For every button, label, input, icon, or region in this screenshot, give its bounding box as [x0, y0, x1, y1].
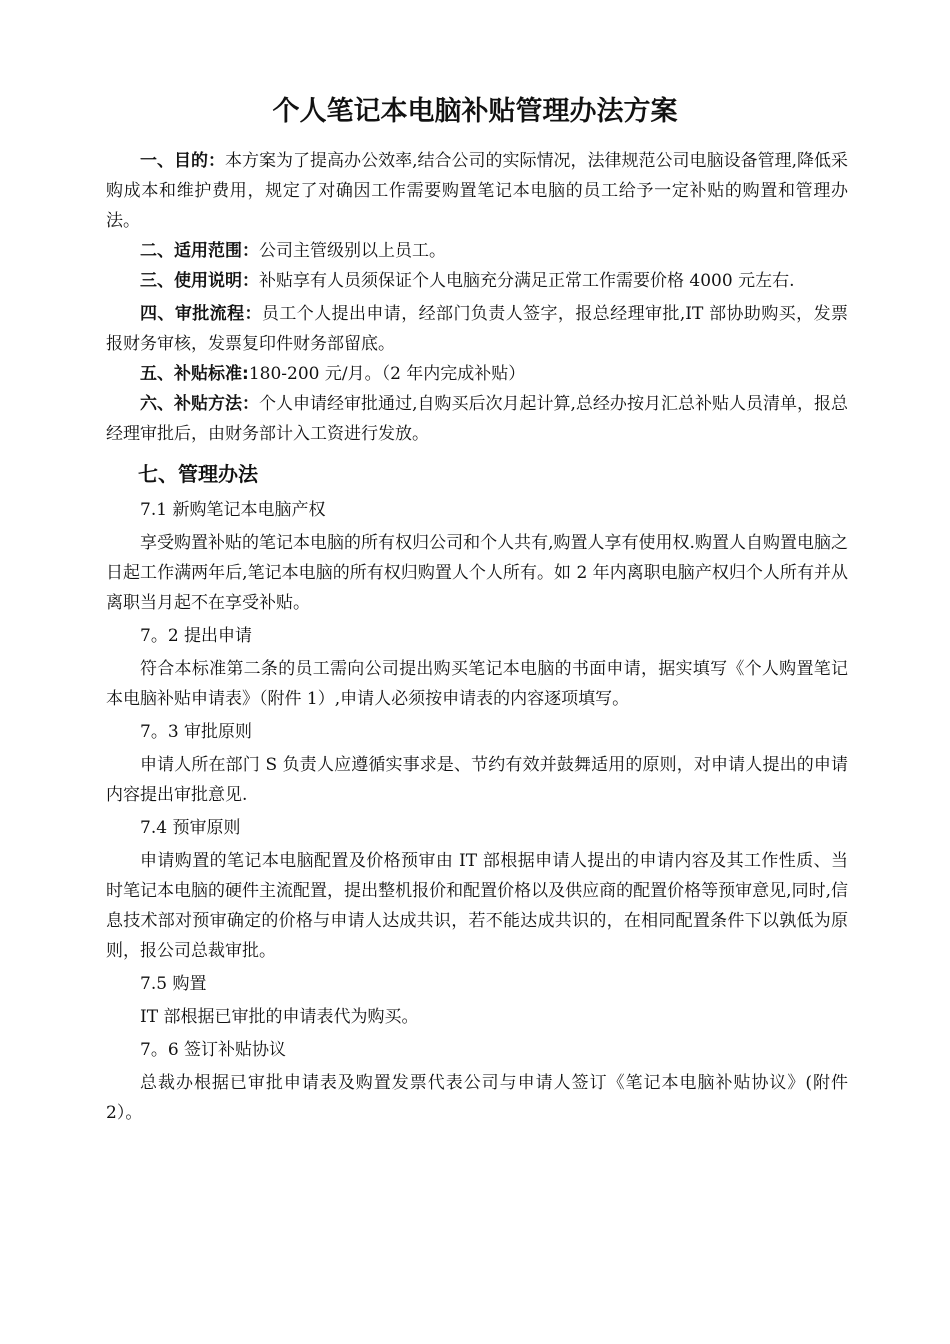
clause-purpose: [106, 146, 848, 236]
document-body: [106, 146, 848, 1131]
clause-label: 二、适用范围：: [140, 241, 259, 261]
clause-label: 五、补贴标准:: [140, 364, 249, 384]
clause-text: 本方案为了提高办公效率,结合公司的实际情况，法律规范公司电脑设备管理,降低采购成本和维护费用，规定了对确因工作需要购置笔记本电脑的员工给予一定补贴的购置和管理办法。: [106, 151, 849, 231]
clause-label: 一、目的：: [140, 151, 226, 171]
section-heading: 七、管理办法: [138, 462, 258, 486]
clause-label: 六、补贴方法：: [140, 394, 260, 414]
subsection-heading: 7。6 签订补贴协议: [140, 1040, 287, 1060]
clause-label: 四、审批流程：: [140, 304, 262, 324]
clause-text: 个人申请经审批通过,自购买后次月起计算,总经办按月汇总补贴人员清单，报总经理审批后，由财务部计入工资进行发放。: [106, 394, 848, 444]
clause-label: 三、使用说明：: [140, 271, 259, 291]
subsection-text: 申请人所在部门 S 负责人应遵循实事求是、节约有效并鼓舞适用的原则，对申请人提出的申请内容提出审批意见.: [106, 755, 848, 805]
document-title: 个人笔记本电脑补贴管理办法方案: [272, 96, 678, 127]
clause-text: 员工个人提出申请，经部门负责人签字，报总经理审批,IT 部协助购买，发票报财务审核，发票复印件财务部留底。: [106, 304, 848, 354]
subsection-text: IT 部根据已审批的申请表代为购买。: [140, 1007, 419, 1027]
clause-usage: [106, 266, 848, 296]
clause-text: 180-200 元/月。（2 年内完成补贴）: [248, 364, 526, 384]
subsection-text: 符合本标准第二条的员工需向公司提出购买笔记本电脑的书面申请，据实填写《个人购置笔记本电脑补贴申请表》（附件 1）,申请人必须按申请表的内容逐项填写。: [106, 659, 848, 709]
clause-text: 补贴享有人员须保证个人电脑充分满足正常工作需要价格 4000 元左右.: [259, 271, 795, 291]
subsection-heading: 7.5 购置: [140, 974, 207, 994]
subsection-heading: 7。3 审批原则: [140, 722, 253, 742]
clause-scope: [106, 236, 848, 266]
clause-text: 公司主管级别以上员工。: [259, 241, 446, 261]
subsection-text: 享受购置补贴的笔记本电脑的所有权归公司和个人共有,购置人享有使用权.购置人自购置电脑之日起工作满两年后,笔记本电脑的所有权归购置人个人所有。如 2 年内离职电脑产权归个人所有并从离职当月起不在享受补贴。: [106, 533, 848, 613]
subsection-heading: 7.4 预审原则: [140, 818, 241, 838]
subsection-heading: 7。2 提出申请: [140, 626, 253, 646]
subsection-text: 申请购置的笔记本电脑配置及价格预审由 IT 部根据申请人提出的申请内容及其工作性质、当时笔记本电脑的硬件主流配置，提出整机报价和配置价格以及供应商的配置价格等预审意见,同时,信息技术部对预审确定的价格与申请人达成共识，若不能达成共识的，在相同配置条件下以孰低为原则，报公司总裁审批。: [106, 851, 848, 961]
subsection-heading: 7.1 新购笔记本电脑产权: [140, 500, 326, 520]
clause-subsidy-standard: [106, 359, 848, 389]
clause-approval-process: [106, 299, 848, 359]
subsection-text: 总裁办根据已审批申请表及购置发票代表公司与申请人签订《笔记本电脑补贴协议》(附件 2）。: [106, 1073, 848, 1123]
clause-subsidy-method: [106, 389, 848, 449]
